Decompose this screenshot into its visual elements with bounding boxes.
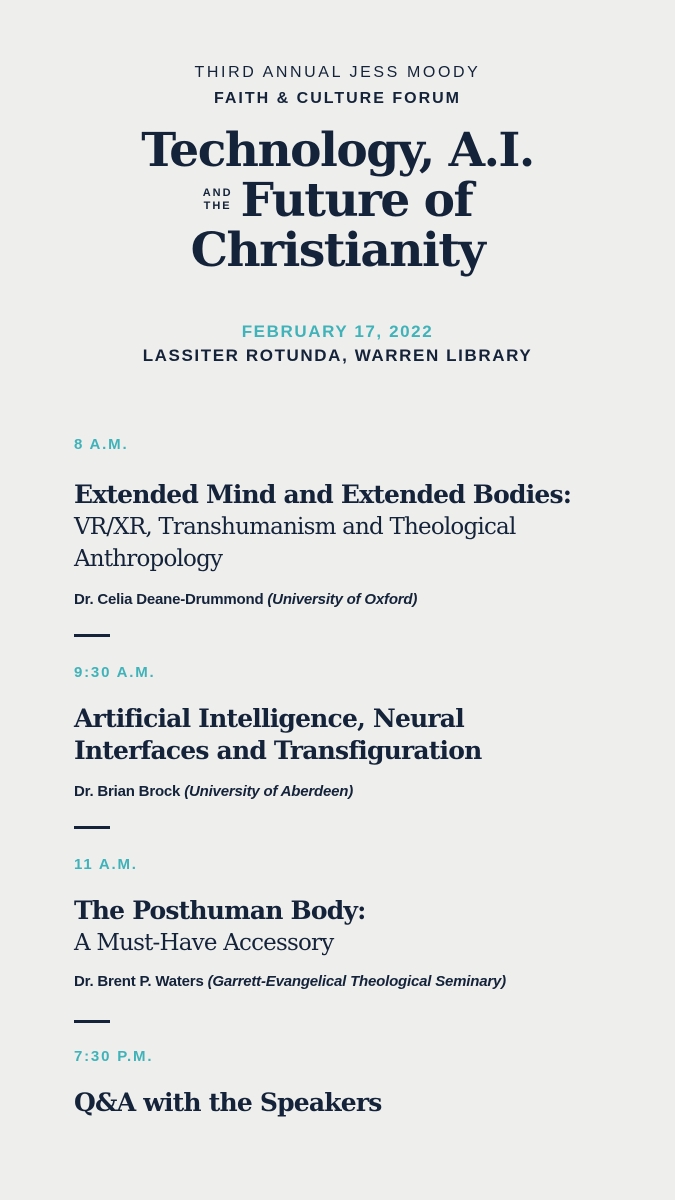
session-time: 7:30 P.M. [74, 1048, 154, 1065]
event-date: FEBRUARY 17, 2022 [241, 322, 434, 341]
session-2 [74, 664, 634, 800]
session-subtitle-line-2: Anthropology [74, 546, 223, 572]
session-4 [74, 1048, 634, 1119]
the-word: THE [203, 200, 232, 212]
title-line-3: Christianity [190, 223, 485, 278]
and-word: AND [202, 187, 233, 199]
session-title: Extended Mind and Extended Bodies: [74, 480, 572, 509]
title-future-of: Future of [240, 173, 473, 228]
session-speaker [74, 591, 634, 608]
session-speaker [74, 973, 634, 990]
session-time: 11 A.M. [74, 856, 138, 873]
and-the-connector [203, 187, 233, 213]
event-venue: LASSITER ROTUNDA, WARREN LIBRARY [142, 346, 533, 365]
divider-rule [74, 634, 110, 637]
speaker-name: Dr. Brian Brock [74, 783, 181, 800]
session-subtitle: A Must-Have Accessory [74, 930, 334, 956]
speaker-affiliation: (Garrett-Evangelical Theological Seminary) [207, 973, 506, 990]
session-time: 8 A.M. [74, 436, 129, 453]
forum-name: FAITH & CULTURE FORUM [213, 90, 461, 107]
session-title-line-2: Interfaces and Transfiguration [74, 736, 482, 765]
title-line-1: Technology, A.I. [141, 123, 534, 178]
session-subtitle-line-1: VR/XR, Transhumanism and Theological [74, 514, 516, 540]
session-time: 9:30 A.M. [74, 664, 156, 681]
session-title: Q&A with the Speakers [74, 1088, 382, 1117]
forum-edition: THIRD ANNUAL JESS MOODY [194, 64, 481, 81]
divider-rule [74, 1020, 110, 1023]
session-title-line-1: Artificial Intelligence, Neural [74, 704, 464, 733]
event-title [0, 123, 675, 278]
session-speaker [74, 783, 634, 800]
divider-rule [74, 826, 110, 829]
session-title: The Posthuman Body: [74, 896, 366, 925]
title-line-2 [0, 173, 675, 228]
session-3 [74, 856, 634, 990]
speaker-affiliation: (University of Aberdeen) [184, 783, 354, 800]
session-1 [74, 436, 634, 608]
speaker-name: Dr. Brent P. Waters [74, 973, 204, 990]
speaker-affiliation: (University of Oxford) [267, 591, 418, 608]
speaker-name: Dr. Celia Deane-Drummond [74, 591, 264, 608]
